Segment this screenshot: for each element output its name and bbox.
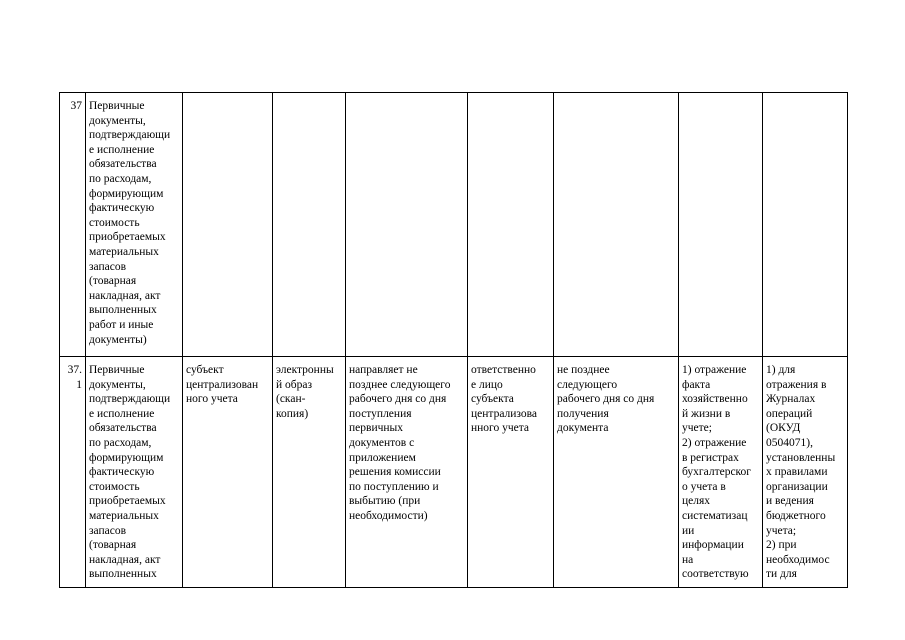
document-table: [59, 92, 848, 588]
table-row: [60, 93, 848, 357]
note-cell: 1) для отражения в Журналах операций (ОКУД 0504071), установленны х правилами организации и ведения бюджетного учета; 2) при необходимос ти для: [763, 357, 848, 588]
deadline-cell: не позднее следующего рабочего дня со дня получения документа: [554, 357, 679, 588]
table-row: [60, 357, 848, 588]
form-cell: [273, 93, 346, 357]
row-number: 37. 1: [60, 357, 86, 588]
procedure-cell: направляет не позднее следующего рабочего дня со дня поступления первичных документов с приложением решения комиссии по поступлению и выбытию (при необходимости): [346, 357, 468, 588]
responsible-cell: ответственно е лицо субъекта централизова нного учета: [468, 357, 554, 588]
form-cell: электронны й образ (скан- копия): [273, 357, 346, 588]
subject-cell: субъект централизован ного учета: [183, 357, 273, 588]
purpose-cell: [679, 93, 763, 357]
purpose-cell: 1) отражение факта хозяйственно й жизни в учете; 2) отражение в регистрах бухгалтерског о учета в целях систематизац ии информации на соответствую: [679, 357, 763, 588]
document-name-cell: Первичные документы, подтверждающи е исполнение обязательства по расходам, формирующим фактическую стоимость приобретаемых материальных запасов (товарная накладная, акт выполненных работ и иные документы): [86, 93, 183, 357]
document-name-cell: Первичные документы, подтверждающи е исполнение обязательства по расходам, формирующим фактическую стоимость приобретаемых материальных запасов (товарная накладная, акт выполненных: [86, 357, 183, 588]
row-number: 37: [60, 93, 86, 357]
responsible-cell: [468, 93, 554, 357]
subject-cell: [183, 93, 273, 357]
procedure-cell: [346, 93, 468, 357]
deadline-cell: [554, 93, 679, 357]
note-cell: [763, 93, 848, 357]
